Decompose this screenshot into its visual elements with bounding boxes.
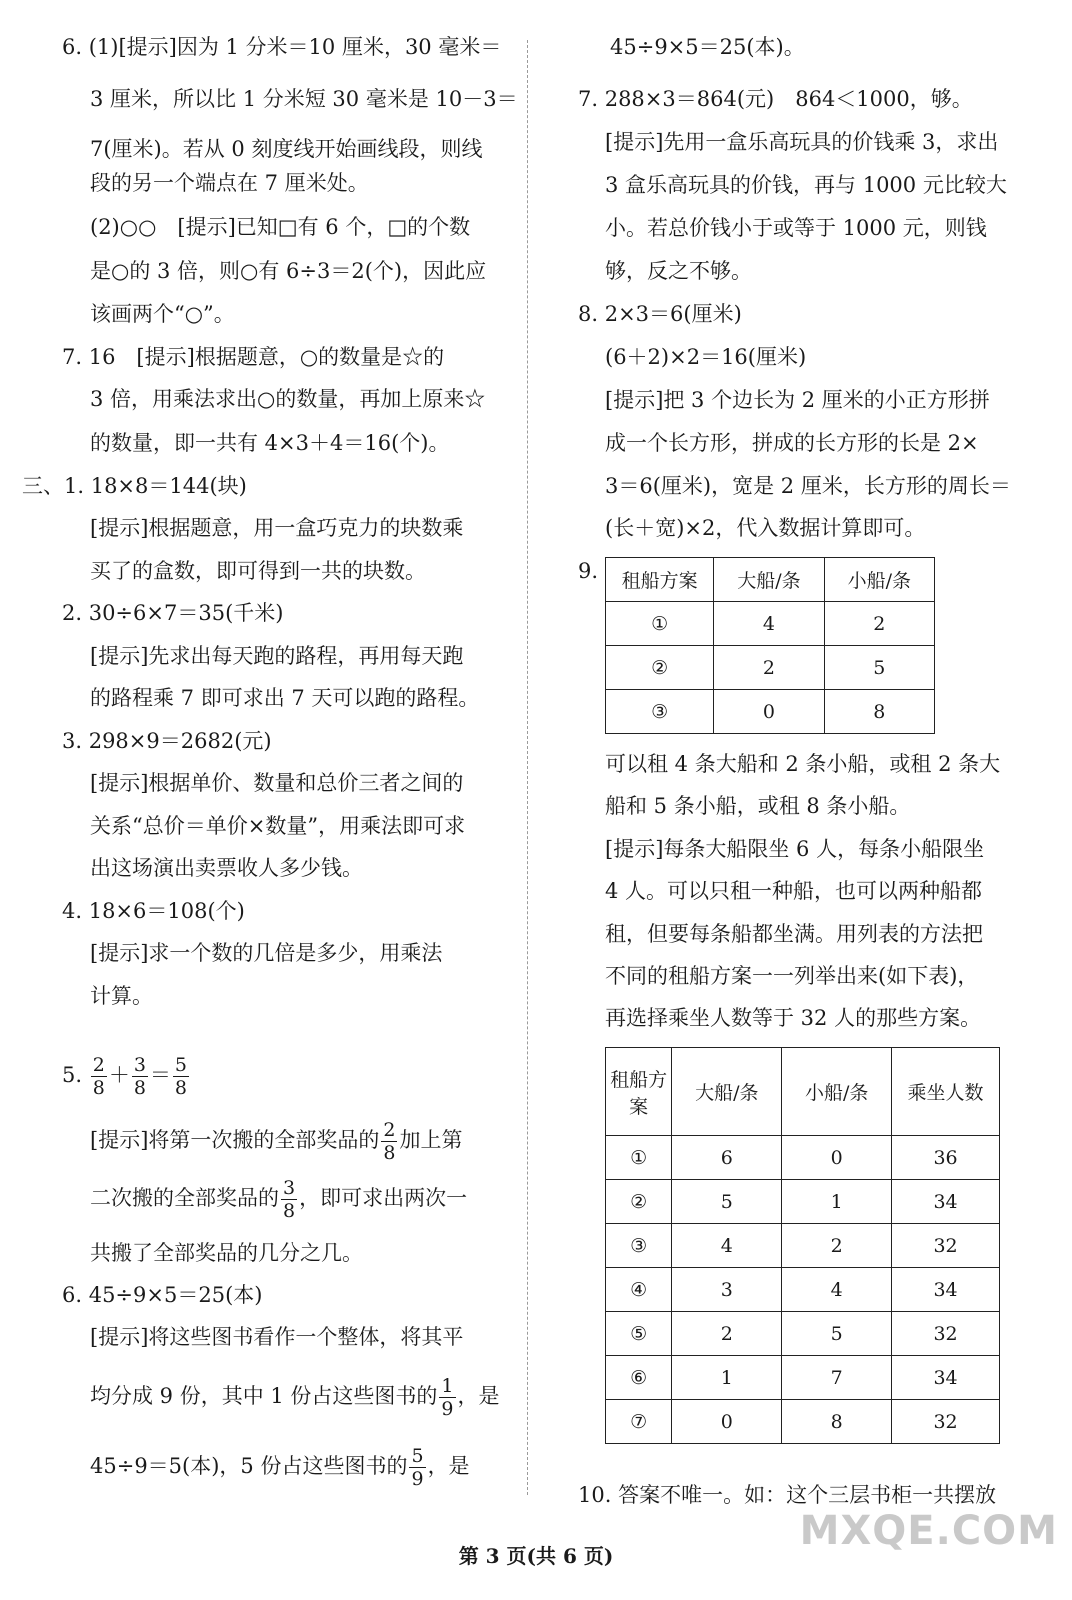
text-line: 租，但要每条船都坐满。用列表的方法把 bbox=[605, 922, 983, 946]
text-line: [提示]先求出每天跑的路程，再用每天跑 bbox=[90, 644, 464, 668]
fraction: $\frac{2}{8}$ bbox=[92, 1054, 105, 1099]
text-line: 45÷9×5＝25(本)。 bbox=[610, 35, 805, 59]
text-line: 可以租 4 条大船和 2 条小船，或租 2 条大 bbox=[605, 752, 1001, 776]
text-line: 3 倍，用乘法求出○的数量，再加上原来☆ bbox=[90, 387, 486, 411]
table-cell: 5 bbox=[672, 1180, 782, 1224]
watermark: MXQE.COM bbox=[799, 1508, 1058, 1554]
text-line: (6＋2)×2＝16(厘米) bbox=[605, 345, 807, 369]
table-cell: 8 bbox=[824, 690, 934, 734]
text-line: 7. 288×3＝864(元) 864＜1000，够。 bbox=[578, 87, 973, 111]
table-cell: 2 bbox=[714, 646, 824, 690]
table-cell: 3 bbox=[672, 1268, 782, 1312]
text-line: 10. 答案不唯一。如：这个三层书柜一共摆放 bbox=[578, 1483, 997, 1507]
text-line: 该画两个“○”。 bbox=[90, 302, 235, 326]
table-cell: 5 bbox=[782, 1312, 892, 1356]
table-row bbox=[606, 1400, 1000, 1444]
table-row bbox=[606, 602, 935, 646]
text-line: 9. bbox=[578, 559, 599, 583]
text-line: 三、1. 18×8＝144(块) bbox=[22, 474, 247, 498]
table-cell: ③ bbox=[606, 1224, 672, 1268]
text-line: 买了的盒数，即可得到一共的块数。 bbox=[90, 559, 426, 583]
table-cell: 34 bbox=[892, 1268, 1000, 1312]
table-row bbox=[606, 1312, 1000, 1356]
text-line: [提示]把 3 个边长为 2 厘米的小正方形拼 bbox=[605, 388, 990, 412]
text-line: 的路程乘 7 即可求出 7 天可以跑的路程。 bbox=[90, 686, 480, 710]
table-cell: 32 bbox=[892, 1224, 1000, 1268]
table-cell: 34 bbox=[892, 1180, 1000, 1224]
table-cell: 0 bbox=[782, 1136, 892, 1180]
fraction: $\frac{1}{9}$ bbox=[441, 1375, 454, 1420]
table-cell: 2 bbox=[782, 1224, 892, 1268]
table-cell: 4 bbox=[672, 1224, 782, 1268]
boat-plan-full-table bbox=[605, 1047, 1000, 1444]
table-cell: ① bbox=[606, 1136, 672, 1180]
text-line: 3 厘米，所以比 1 分米短 30 毫米是 10－3＝ bbox=[90, 87, 518, 111]
table-cell: 8 bbox=[782, 1400, 892, 1444]
text-line: [提示]根据单价、数量和总价三者之间的 bbox=[90, 771, 464, 795]
table-cell: 2 bbox=[824, 602, 934, 646]
table-cell: 0 bbox=[672, 1400, 782, 1444]
table-header-cell: 乘坐人数 bbox=[892, 1048, 1000, 1136]
q5-label: 5. bbox=[62, 1063, 83, 1087]
q5-hint-line2: 二次搬的全部奖品的 $\frac{3}{8}$ ，即可求出两次一 bbox=[90, 1177, 468, 1222]
fraction: $\frac{3}{8}$ bbox=[133, 1054, 146, 1099]
table-cell: 32 bbox=[892, 1400, 1000, 1444]
text-line: (2)○○ [提示]已知□有 6 个，□的个数 bbox=[90, 215, 471, 239]
table-cell: ① bbox=[606, 602, 714, 646]
table-row bbox=[606, 1224, 1000, 1268]
table-cell: 1 bbox=[672, 1356, 782, 1400]
table-cell: 36 bbox=[892, 1136, 1000, 1180]
table-cell: ⑤ bbox=[606, 1312, 672, 1356]
boat-plan-table bbox=[605, 557, 935, 734]
fraction: $\frac{2}{8}$ bbox=[383, 1119, 396, 1164]
text-line: 再选择乘坐人数等于 32 人的那些方案。 bbox=[605, 1006, 982, 1030]
text-line: (长＋宽)×2，代入数据计算即可。 bbox=[605, 516, 926, 540]
text-line: 3. 298×9＝2682(元) bbox=[62, 729, 272, 753]
table-cell: ⑦ bbox=[606, 1400, 672, 1444]
q6-hint-line2: 均分成 9 份，其中 1 份占这些图书的 $\frac{1}{9}$ ，是 bbox=[90, 1375, 500, 1420]
text-line: 4 人。可以只租一种船，也可以两种船都 bbox=[605, 879, 983, 903]
table-cell: 32 bbox=[892, 1312, 1000, 1356]
fraction: $\frac{5}{8}$ bbox=[174, 1054, 188, 1099]
table-header-cell: 小船/条 bbox=[824, 558, 934, 602]
table-row bbox=[606, 1268, 1000, 1312]
text-line: 小。若总价钱小于或等于 1000 元，则钱 bbox=[605, 216, 987, 240]
table-header-cell: 小船/条 bbox=[782, 1048, 892, 1136]
q5-hint-line3: 共搬了全部奖品的几分之几。 bbox=[90, 1241, 363, 1265]
text-line: [提示]将这些图书看作一个整体，将其平 bbox=[90, 1325, 464, 1349]
table-cell: 6 bbox=[672, 1136, 782, 1180]
text-line: [提示]先用一盒乐高玩具的价钱乘 3，求出 bbox=[605, 130, 999, 154]
text-line: 3 盒乐高玩具的价钱，再与 1000 元比较大 bbox=[605, 173, 1007, 197]
table-cell: ④ bbox=[606, 1268, 672, 1312]
text-line: 计算。 bbox=[90, 984, 153, 1008]
q5-hint-line1: [提示]将第一次搬的全部奖品的 $\frac{2}{8}$ 加上第 bbox=[90, 1119, 463, 1164]
table-cell: 4 bbox=[782, 1268, 892, 1312]
table-cell: 5 bbox=[824, 646, 934, 690]
table-header-cell: 大船/条 bbox=[672, 1048, 782, 1136]
text-line: 够，反之不够。 bbox=[605, 259, 752, 283]
text-line: 是○的 3 倍，则○有 6÷3＝2(个)，因此应 bbox=[90, 259, 487, 283]
text-line: 船和 5 条小船，或租 8 条小船。 bbox=[605, 794, 911, 818]
table-header-cell: 租船方案 bbox=[606, 558, 714, 602]
q5-equation: 5. $\frac{2}{8}$ ＋ $\frac{3}{8}$ ＝ $\frac{5}{8}$ bbox=[62, 1054, 188, 1099]
text-line: 8. 2×3＝6(厘米) bbox=[578, 302, 742, 326]
text-line: 2. 30÷6×7＝35(千米) bbox=[62, 601, 284, 625]
text-line: 段的另一个端点在 7 厘米处。 bbox=[90, 171, 369, 195]
text-line: 不同的租船方案一一列举出来(如下表)， bbox=[605, 964, 979, 988]
q6-hint-line3: 45÷9＝5(本)，5 份占这些图书的 $\frac{5}{9}$ ，是 bbox=[90, 1445, 470, 1490]
text-line: 成一个长方形，拼成的长方形的长是 2× bbox=[605, 431, 979, 455]
table-row bbox=[606, 1180, 1000, 1224]
table-cell: ② bbox=[606, 1180, 672, 1224]
table-cell: 0 bbox=[714, 690, 824, 734]
table-cell: ③ bbox=[606, 690, 714, 734]
page-footer: 第 3 页(共 6 页) bbox=[458, 1544, 614, 1568]
text-line: [提示]求一个数的几倍是多少，用乘法 bbox=[90, 941, 443, 965]
table-cell: 2 bbox=[672, 1312, 782, 1356]
text-line: 的数量，即一共有 4×3＋4＝16(个)。 bbox=[90, 431, 450, 455]
text-line: 4. 18×6＝108(个) bbox=[62, 899, 245, 923]
text-line: 7(厘米)。若从 0 刻度线开始画线段，则线 bbox=[90, 137, 483, 161]
table-header-cell: 租船方案 bbox=[606, 1048, 672, 1136]
text-line: 7. 16 [提示]根据题意，○的数量是☆的 bbox=[62, 345, 445, 369]
table-cell: 4 bbox=[714, 602, 824, 646]
table-cell: 1 bbox=[782, 1180, 892, 1224]
text-line: 出这场演出卖票收人多少钱。 bbox=[90, 856, 363, 880]
text-line: [提示]每条大船限坐 6 人，每条小船限坐 bbox=[605, 837, 985, 861]
table-row bbox=[606, 1136, 1000, 1180]
table-header-cell: 大船/条 bbox=[714, 558, 824, 602]
table-row bbox=[606, 646, 935, 690]
column-divider bbox=[527, 40, 528, 1495]
table-row bbox=[606, 690, 935, 734]
text-line: 关系“总价＝单价×数量”，用乘法即可求 bbox=[90, 814, 466, 838]
text-line: 6. (1)[提示]因为 1 分米＝10 厘米，30 毫米＝ bbox=[62, 35, 502, 59]
table-cell: 7 bbox=[782, 1356, 892, 1400]
fraction: $\frac{5}{9}$ bbox=[411, 1445, 424, 1490]
fraction: $\frac{3}{8}$ bbox=[283, 1177, 296, 1222]
text-line: 6. 45÷9×5＝25(本) bbox=[62, 1283, 263, 1307]
table-cell: 34 bbox=[892, 1356, 1000, 1400]
text-line: [提示]根据题意，用一盒巧克力的块数乘 bbox=[90, 516, 464, 540]
table-cell: ⑥ bbox=[606, 1356, 672, 1400]
text-line: 3＝6(厘米)，宽是 2 厘米，长方形的周长＝ bbox=[605, 474, 1011, 498]
table-row bbox=[606, 1356, 1000, 1400]
table-cell: ② bbox=[606, 646, 714, 690]
